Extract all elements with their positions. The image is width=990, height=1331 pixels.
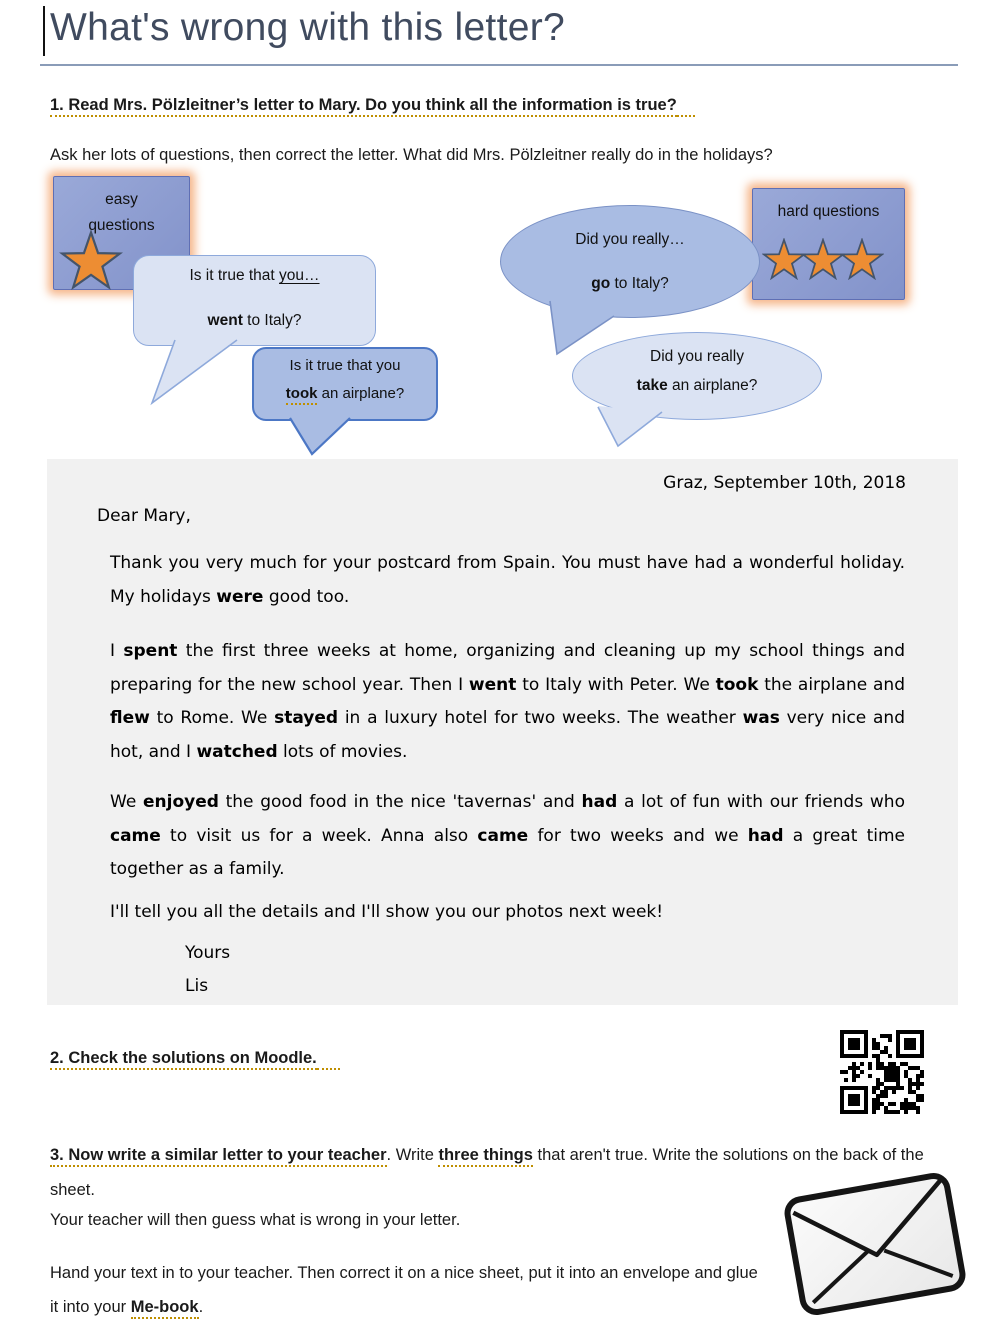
bubble-go-line2: go to Italy?	[591, 275, 669, 292]
star-icon	[762, 238, 806, 280]
star-icon	[840, 238, 884, 280]
speech-tail	[590, 406, 678, 452]
letter-paragraph: I spent the first three weeks at home, organizing and cleaning up my school things and preparing for the new school year. Then I went to Italy with Peter. We took the airplane and flew to Rome. We stayed in a luxury hotel for two weeks. The weather was very nice and hot, and I watched lots of movies.	[110, 641, 905, 762]
letter-paragraph: I'll tell you all the details and I'll show you our photos next week!	[110, 902, 664, 922]
page-title: What's wrong with this letter?	[50, 6, 565, 49]
letter-date: Graz, September 10th, 2018	[663, 473, 906, 493]
task1-heading: 1. Read Mrs. Pölzleitner’s letter to Mary. Do you think all the information is true?	[50, 93, 695, 117]
letter-paragraph: Thank you very much for your postcard from Spain. You must have had a wonderful holiday. My holidays were good too.	[110, 553, 905, 607]
easy-label-line2: questions	[88, 217, 155, 234]
letter-panel	[47, 459, 958, 1005]
task3-heading: 3. Now write a similar letter to your teacher. Write three things that aren't true. Write the solutions on the back of the sheet.	[50, 1146, 924, 1199]
task1-intro: Ask her lots of questions, then correct the letter. What did Mrs. Pölzleitner really do in the holidays?	[50, 146, 773, 164]
speech-tail	[540, 300, 628, 360]
speech-bubble-go	[500, 205, 760, 318]
title-underline-rule	[40, 64, 958, 66]
bubble-take-line2: take an airplane?	[636, 377, 758, 394]
bubble-took-line1: Is it true that you	[289, 357, 401, 374]
bubble-go-line1: Did you really…	[575, 231, 685, 248]
star-icon	[59, 230, 123, 290]
bubble-went-line1: Is it true that you…	[189, 267, 320, 284]
letter-closing-name: Lis	[185, 976, 209, 996]
task2-heading: 2. Check the solutions on Moodle.	[50, 1046, 340, 1070]
bubble-took-line2: took an airplane?	[254, 385, 436, 402]
task3-line3: Hand your text in to your teacher. Then correct it on a nice sheet, put it into an envelope and glue it into your Me-book.	[50, 1256, 765, 1324]
task3-line2: Your teacher will then guess what is wrong in your letter.	[50, 1211, 461, 1229]
text-cursor-bar	[43, 6, 45, 56]
letter-paragraph: We enjoyed the good food in the nice 'tavernas' and had a lot of fun with our friends who came to visit us for a week. Anna also came for two weeks and we had a great time together as a family.	[110, 792, 905, 879]
hard-questions-stars	[762, 238, 884, 280]
hard-label: hard questions	[777, 203, 880, 220]
star-icon	[801, 238, 845, 280]
speech-bubble-went	[133, 255, 376, 346]
letter-salutation: Dear Mary,	[97, 506, 191, 526]
qr-code	[840, 1030, 924, 1114]
speech-bubble-took	[252, 347, 438, 421]
speech-tail	[282, 417, 364, 461]
speech-tail	[140, 339, 250, 411]
letter-closing-yours: Yours	[185, 943, 231, 963]
bubble-take-line1: Did you really	[650, 348, 744, 365]
easy-label-line1: easy	[105, 191, 138, 208]
bubble-went-line2: went to Italy?	[207, 312, 302, 329]
